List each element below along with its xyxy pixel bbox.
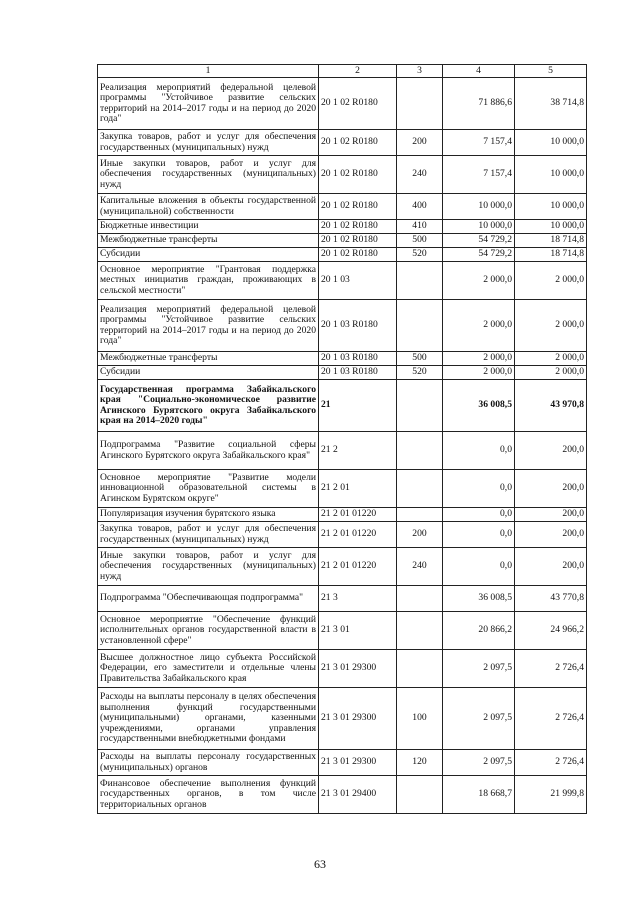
- table-row: [98, 508, 587, 522]
- row-sum-2019-cell: 2 097,5: [443, 688, 515, 750]
- table-row: [98, 432, 587, 470]
- header-col-3: 3: [397, 65, 443, 78]
- row-name-cell: Иные закупки товаров, работ и услуг для обеспечения государственных (муниципальных) нужд: [98, 548, 319, 586]
- row-kind-cell: 200: [397, 130, 443, 156]
- row-kind-cell: 240: [397, 548, 443, 586]
- row-sum-2019-cell: 54 729,2: [443, 248, 515, 262]
- table-row: [98, 612, 587, 650]
- row-name-cell: Подпрограмма "Обеспечивающая подпрограмма": [98, 586, 319, 612]
- row-name-cell: Бюджетные инвестиции: [98, 220, 319, 234]
- row-name-cell: Государственная программа Забайкальского края "Социально-экономическое развитие Агинского Бурятского округа Забайкальского края на 2014–2020 годы": [98, 380, 319, 432]
- row-code-cell: 21 3 01 29400: [319, 776, 397, 814]
- row-sum-2020-cell: 18 714,8: [515, 248, 587, 262]
- row-name-cell: Высшее должностное лицо субъекта Российской Федерации, его заместители и отдельные члены Правительства Забайкальского края: [98, 650, 319, 688]
- row-code-cell: 21 3 01 29300: [319, 650, 397, 688]
- row-sum-2019-cell: 54 729,2: [443, 234, 515, 248]
- table-row: [98, 194, 587, 220]
- row-sum-2020-cell: 21 999,8: [515, 776, 587, 814]
- table-row: [98, 548, 587, 586]
- row-kind-cell: [397, 776, 443, 814]
- header-col-2: 2: [319, 65, 397, 78]
- row-sum-2020-cell: 38 714,8: [515, 78, 587, 130]
- row-sum-2019-cell: 2 000,0: [443, 300, 515, 352]
- row-sum-2019-cell: 18 668,7: [443, 776, 515, 814]
- row-name-cell: Капитальные вложения в объекты государственной (муниципальной) собственности: [98, 194, 319, 220]
- row-sum-2020-cell: 2 726,4: [515, 688, 587, 750]
- row-sum-2020-cell: 2 726,4: [515, 750, 587, 776]
- row-code-cell: 20 1 02 R0180: [319, 248, 397, 262]
- row-kind-cell: [397, 380, 443, 432]
- table-row: [98, 470, 587, 508]
- row-code-cell: 21 3 01 29300: [319, 688, 397, 750]
- row-kind-cell: [397, 508, 443, 522]
- table-row: [98, 688, 587, 750]
- table-row: [98, 262, 587, 300]
- row-code-cell: 21 3 01: [319, 612, 397, 650]
- row-code-cell: 21 3: [319, 586, 397, 612]
- row-code-cell: 20 1 03 R0180: [319, 352, 397, 366]
- row-name-cell: Закупка товаров, работ и услуг для обеспечения государственных (муниципальных) нужд: [98, 130, 319, 156]
- row-sum-2020-cell: 10 000,0: [515, 130, 587, 156]
- row-sum-2020-cell: 200,0: [515, 470, 587, 508]
- row-sum-2019-cell: 2 097,5: [443, 750, 515, 776]
- table-row: [98, 366, 587, 380]
- row-name-cell: Финансовое обеспечение выполнения функций государственных органов, в том числе территориальных органов: [98, 776, 319, 814]
- row-sum-2020-cell: 10 000,0: [515, 156, 587, 194]
- row-sum-2019-cell: 10 000,0: [443, 194, 515, 220]
- row-sum-2020-cell: 2 726,4: [515, 650, 587, 688]
- row-code-cell: 20 1 03 R0180: [319, 300, 397, 352]
- table-row: [98, 380, 587, 432]
- table-row: [98, 522, 587, 548]
- table-row: [98, 650, 587, 688]
- row-code-cell: 20 1 03: [319, 262, 397, 300]
- row-sum-2020-cell: 2 000,0: [515, 366, 587, 380]
- table-row: [98, 300, 587, 352]
- row-kind-cell: 520: [397, 248, 443, 262]
- table-row: [98, 234, 587, 248]
- row-sum-2020-cell: 2 000,0: [515, 262, 587, 300]
- row-sum-2019-cell: 71 886,6: [443, 78, 515, 130]
- row-sum-2019-cell: 36 008,5: [443, 586, 515, 612]
- row-sum-2020-cell: 200,0: [515, 432, 587, 470]
- row-kind-cell: 240: [397, 156, 443, 194]
- budget-table: [97, 64, 587, 814]
- row-sum-2020-cell: 18 714,8: [515, 234, 587, 248]
- row-sum-2019-cell: 7 157,4: [443, 130, 515, 156]
- row-code-cell: 21 2: [319, 432, 397, 470]
- table-row: [98, 78, 587, 130]
- row-code-cell: 21 2 01 01220: [319, 508, 397, 522]
- row-code-cell: 21 2 01 01220: [319, 522, 397, 548]
- row-sum-2019-cell: 2 097,5: [443, 650, 515, 688]
- row-kind-cell: 520: [397, 366, 443, 380]
- header-col-1: 1: [98, 65, 319, 78]
- row-code-cell: 20 1 02 R0180: [319, 130, 397, 156]
- row-code-cell: 21 2 01 01220: [319, 548, 397, 586]
- row-name-cell: Межбюджетные трансферты: [98, 352, 319, 366]
- row-kind-cell: [397, 262, 443, 300]
- page-number: 63: [314, 857, 326, 871]
- row-sum-2020-cell: 2 000,0: [515, 300, 587, 352]
- row-sum-2020-cell: 24 966,2: [515, 612, 587, 650]
- row-sum-2019-cell: 2 000,0: [443, 352, 515, 366]
- row-kind-cell: [397, 78, 443, 130]
- table-body: [98, 65, 587, 814]
- row-sum-2019-cell: 0,0: [443, 548, 515, 586]
- row-code-cell: 20 1 02 R0180: [319, 220, 397, 234]
- row-code-cell: 20 1 02 R0180: [319, 78, 397, 130]
- row-kind-cell: 410: [397, 220, 443, 234]
- row-sum-2019-cell: 0,0: [443, 522, 515, 548]
- row-name-cell: Закупка товаров, работ и услуг для обеспечения государственных (муниципальных) нужд: [98, 522, 319, 548]
- row-kind-cell: [397, 470, 443, 508]
- row-sum-2019-cell: 7 157,4: [443, 156, 515, 194]
- row-kind-cell: 100: [397, 688, 443, 750]
- row-kind-cell: 500: [397, 352, 443, 366]
- row-sum-2019-cell: 36 008,5: [443, 380, 515, 432]
- row-sum-2020-cell: 10 000,0: [515, 194, 587, 220]
- header-col-5: 5: [515, 65, 587, 78]
- row-name-cell: Расходы на выплаты персоналу государственных (муниципальных) органов: [98, 750, 319, 776]
- row-name-cell: Популяризация изучения бурятского языка: [98, 508, 319, 522]
- table-row: [98, 776, 587, 814]
- table-row: [98, 156, 587, 194]
- row-kind-cell: 500: [397, 234, 443, 248]
- row-sum-2019-cell: 2 000,0: [443, 262, 515, 300]
- row-sum-2020-cell: 43 970,8: [515, 380, 587, 432]
- row-sum-2020-cell: 10 000,0: [515, 220, 587, 234]
- table-row: [98, 130, 587, 156]
- header-row: [98, 65, 587, 78]
- row-name-cell: Основное мероприятие "Развитие модели инновационной образовательной системы в Агинском Бурятском округе": [98, 470, 319, 508]
- row-code-cell: 20 1 03 R0180: [319, 366, 397, 380]
- row-name-cell: Субсидии: [98, 366, 319, 380]
- row-kind-cell: [397, 586, 443, 612]
- row-sum-2020-cell: 2 000,0: [515, 352, 587, 366]
- row-sum-2020-cell: 200,0: [515, 548, 587, 586]
- row-kind-cell: [397, 300, 443, 352]
- table-row: [98, 586, 587, 612]
- row-sum-2019-cell: 0,0: [443, 432, 515, 470]
- row-name-cell: Основное мероприятие "Обеспечение функций исполнительных органов государственной власти в установленной сфере": [98, 612, 319, 650]
- row-sum-2020-cell: 43 770,8: [515, 586, 587, 612]
- row-kind-cell: [397, 612, 443, 650]
- row-name-cell: Подпрограмма "Развитие социальной сферы Агинского Бурятского округа Забайкальского края": [98, 432, 319, 470]
- row-name-cell: Реализация мероприятий федеральной целевой программы "Устойчивое развитие сельских территорий на 2014–2017 годы и на период до 2020 года": [98, 78, 319, 130]
- row-kind-cell: 400: [397, 194, 443, 220]
- table-row: [98, 750, 587, 776]
- row-code-cell: 21: [319, 380, 397, 432]
- row-kind-cell: 120: [397, 750, 443, 776]
- row-sum-2019-cell: 20 866,2: [443, 612, 515, 650]
- row-name-cell: Межбюджетные трансферты: [98, 234, 319, 248]
- row-code-cell: 20 1 02 R0180: [319, 194, 397, 220]
- row-name-cell: Реализация мероприятий федеральной целевой программы "Устойчивое развитие сельских территорий на 2014–2017 годы и на период до 2020 года": [98, 300, 319, 352]
- row-sum-2019-cell: 0,0: [443, 508, 515, 522]
- row-kind-cell: 200: [397, 522, 443, 548]
- row-name-cell: Иные закупки товаров, работ и услуг для обеспечения государственных (муниципальных) нужд: [98, 156, 319, 194]
- row-code-cell: 20 1 02 R0180: [319, 156, 397, 194]
- row-code-cell: 21 2 01: [319, 470, 397, 508]
- row-name-cell: Расходы на выплаты персоналу в целях обеспечения выполнения функций государственными (муниципальными) органами, казенными учреждениями, органами управления государственными внебюджетными фондами: [98, 688, 319, 750]
- row-code-cell: 21 3 01 29300: [319, 750, 397, 776]
- row-sum-2020-cell: 200,0: [515, 508, 587, 522]
- row-kind-cell: [397, 432, 443, 470]
- row-code-cell: 20 1 02 R0180: [319, 234, 397, 248]
- row-sum-2019-cell: 2 000,0: [443, 366, 515, 380]
- table-row: [98, 352, 587, 366]
- row-sum-2020-cell: 200,0: [515, 522, 587, 548]
- row-sum-2019-cell: 0,0: [443, 470, 515, 508]
- row-sum-2019-cell: 10 000,0: [443, 220, 515, 234]
- header-col-4: 4: [443, 65, 515, 78]
- table-row: [98, 220, 587, 234]
- row-kind-cell: [397, 650, 443, 688]
- table-row: [98, 248, 587, 262]
- row-name-cell: Основное мероприятие "Грантовая поддержка местных инициатив граждан, проживающих в сельской местности": [98, 262, 319, 300]
- row-name-cell: Субсидии: [98, 248, 319, 262]
